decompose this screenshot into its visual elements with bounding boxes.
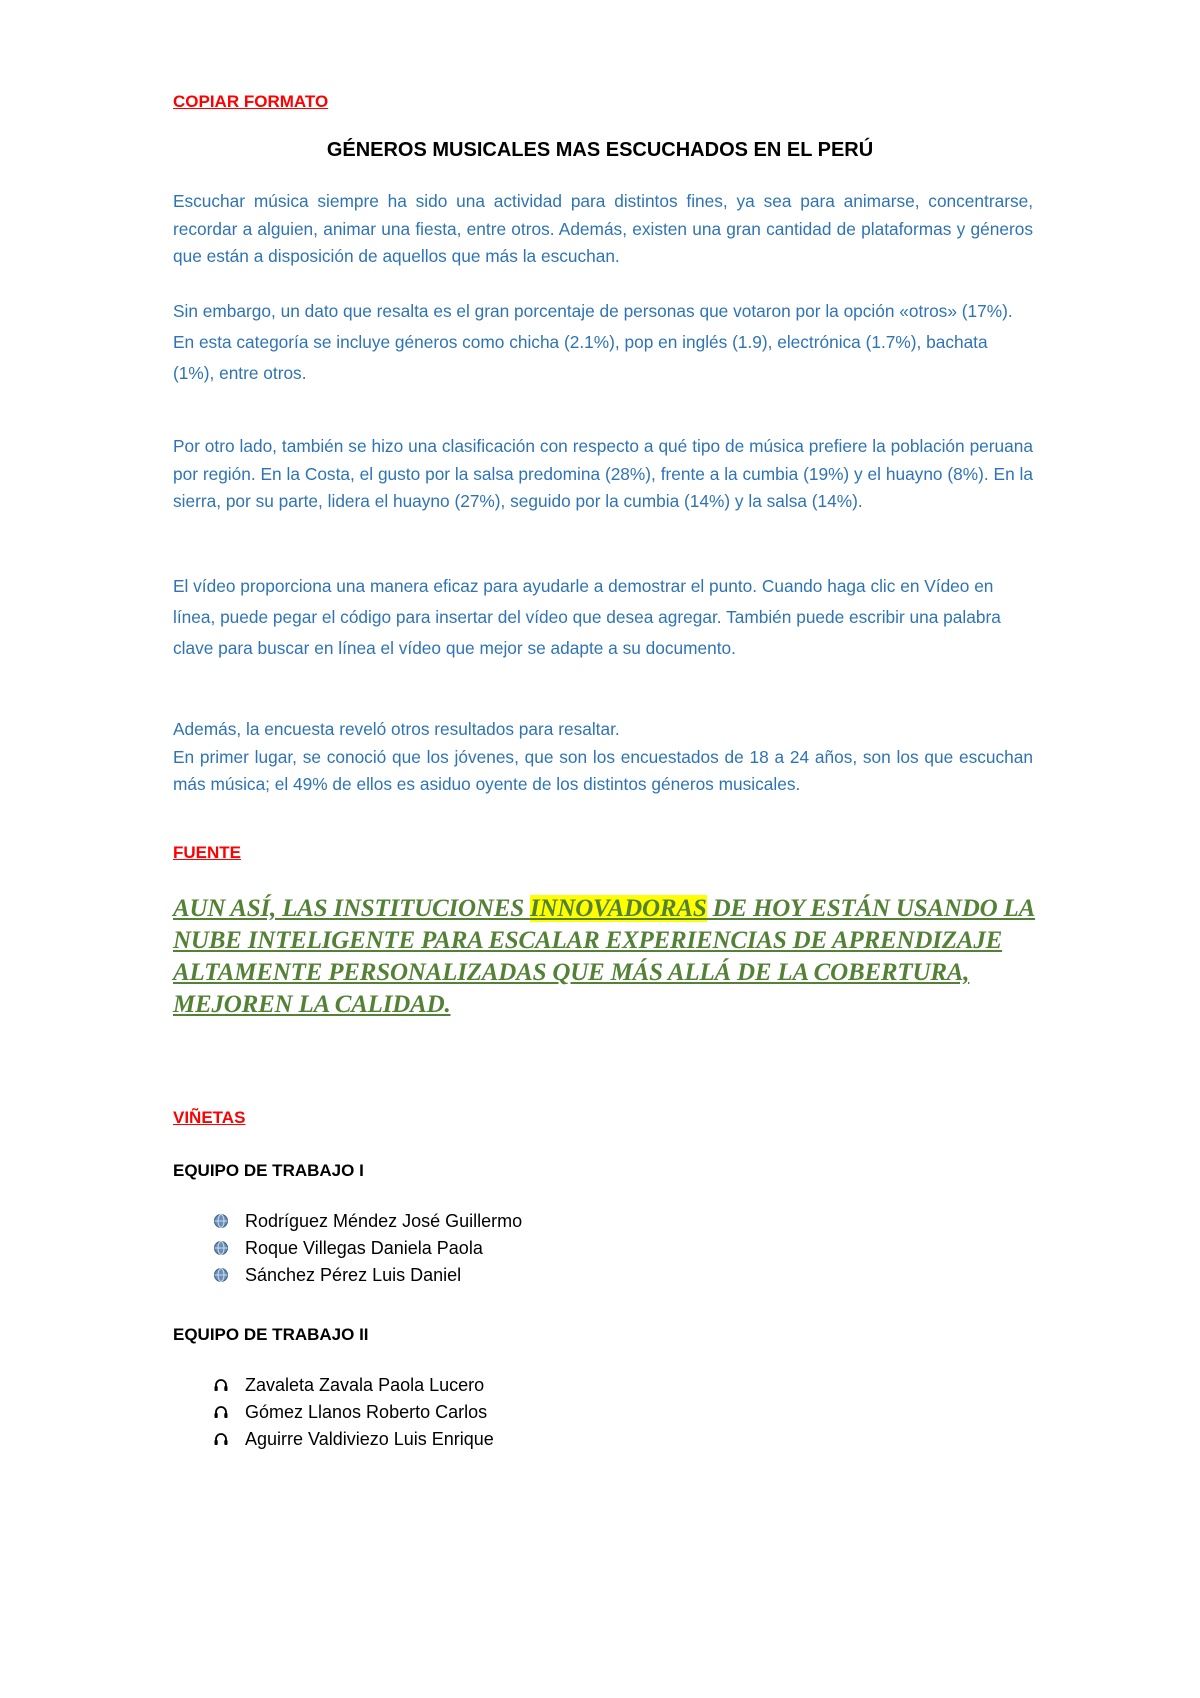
paragraph-otros [173, 296, 1033, 389]
document-title: GÉNEROS MUSICALES MAS ESCUCHADOS EN EL PERÚ [326, 139, 874, 161]
paragraph-video-text: El vídeo proporciona una manera eficaz para ayudarle a demostrar el punto. Cuando haga clic en Vídeo en línea, puede pegar el código para insertar del vídeo que desea agregar. También puede escribir una palabra clave para buscar en línea el vídeo que mejor se adapte a su documento. [173, 576, 1001, 658]
member-name: Zavaleta Zavala Paola Lucero [245, 1375, 485, 1395]
member-name: Roque Villegas Daniela Paola [245, 1238, 483, 1258]
team-2-heading: EQUIPO DE TRABAJO II [173, 1325, 369, 1344]
paragraph-otros-text: Sin embargo, un dato que resalta es el gran porcentaje de personas que votaron por la opción «otros» (17%). En esta categoría se incluye géneros como chicha (2.1%), pop en inglés (1.9), electrónica (1.7%), bachata (1%), entre otros. [173, 301, 1013, 383]
team-1-list [245, 1208, 522, 1289]
heading-vinetas: VIÑETAS [173, 1108, 246, 1127]
globe-bullet-icon [213, 1240, 229, 1256]
member-name: Rodríguez Méndez José Guillermo [245, 1211, 523, 1231]
quote-text-before: AUN ASÍ, LAS INSTITUCIONES [173, 895, 530, 922]
paragraph-results-line1: Además, la encuesta reveló otros resultados para resaltar. [173, 719, 620, 739]
headphones-bullet-icon [213, 1404, 229, 1420]
paragraph-video [173, 571, 1033, 664]
headphones-bullet-icon [213, 1377, 229, 1393]
globe-bullet-icon [213, 1213, 229, 1229]
quote-text-after: DE HOY ESTÁN USANDO LA NUBE INTELIGENTE PARA ESCALAR EXPERIENCIAS DE APRENDIZAJE ALTAMENTE PERSONALIZADAS QUE MÁS ALLÁ DE LA COBERTURA, MEJOREN LA CALIDAD. [173, 895, 1036, 1018]
member-name: Aguirre Valdiviezo Luis Enrique [245, 1429, 494, 1449]
list-item [245, 1426, 494, 1453]
team-1-heading: EQUIPO DE TRABAJO I [173, 1161, 364, 1180]
list-item [245, 1372, 494, 1399]
styled-quote [173, 893, 1053, 1021]
paragraph-region-text: Por otro lado, también se hizo una clasificación con respecto a qué tipo de música prefiere la población peruana por región. En la Costa, el gusto por la salsa predomina (28%), frente a la cumbia (19%) y el huayno (8%). En la sierra, por su parte, lidera el huayno (27%), seguido por la cumbia (14%) y la salsa (14%). [173, 436, 1033, 511]
paragraph-region [173, 433, 1033, 516]
team-2-list [245, 1372, 494, 1453]
heading-copiar-formato: COPIAR FORMATO [173, 92, 329, 111]
member-name: Sánchez Pérez Luis Daniel [245, 1265, 462, 1285]
paragraph-results [173, 716, 1033, 799]
quote-highlight: INNOVADORAS [529, 895, 707, 922]
headphones-bullet-icon [213, 1431, 229, 1447]
paragraph-intro [173, 188, 1033, 271]
member-name: Gómez Llanos Roberto Carlos [245, 1402, 488, 1422]
paragraph-results-line2: En primer lugar, se conoció que los jóvenes, que son los encuestados de 18 a 24 años, son los que escuchan más música; el 49% de ellos es asiduo oyente de los distintos géneros musicales. [173, 746, 1033, 794]
globe-bullet-icon [213, 1267, 229, 1283]
list-item [245, 1235, 522, 1262]
heading-fuente: FUENTE [173, 843, 241, 862]
list-item [245, 1208, 522, 1235]
list-item [245, 1399, 494, 1426]
paragraph-intro-text: Escuchar música siempre ha sido una actividad para distintos fines, ya sea para animarse, concentrarse, recordar a alguien, animar una fiesta, entre otros. Además, existen una gran cantidad de plataformas y géneros que están a disposición de aquellos que más la escuchan. [173, 191, 1033, 266]
list-item [245, 1262, 522, 1289]
